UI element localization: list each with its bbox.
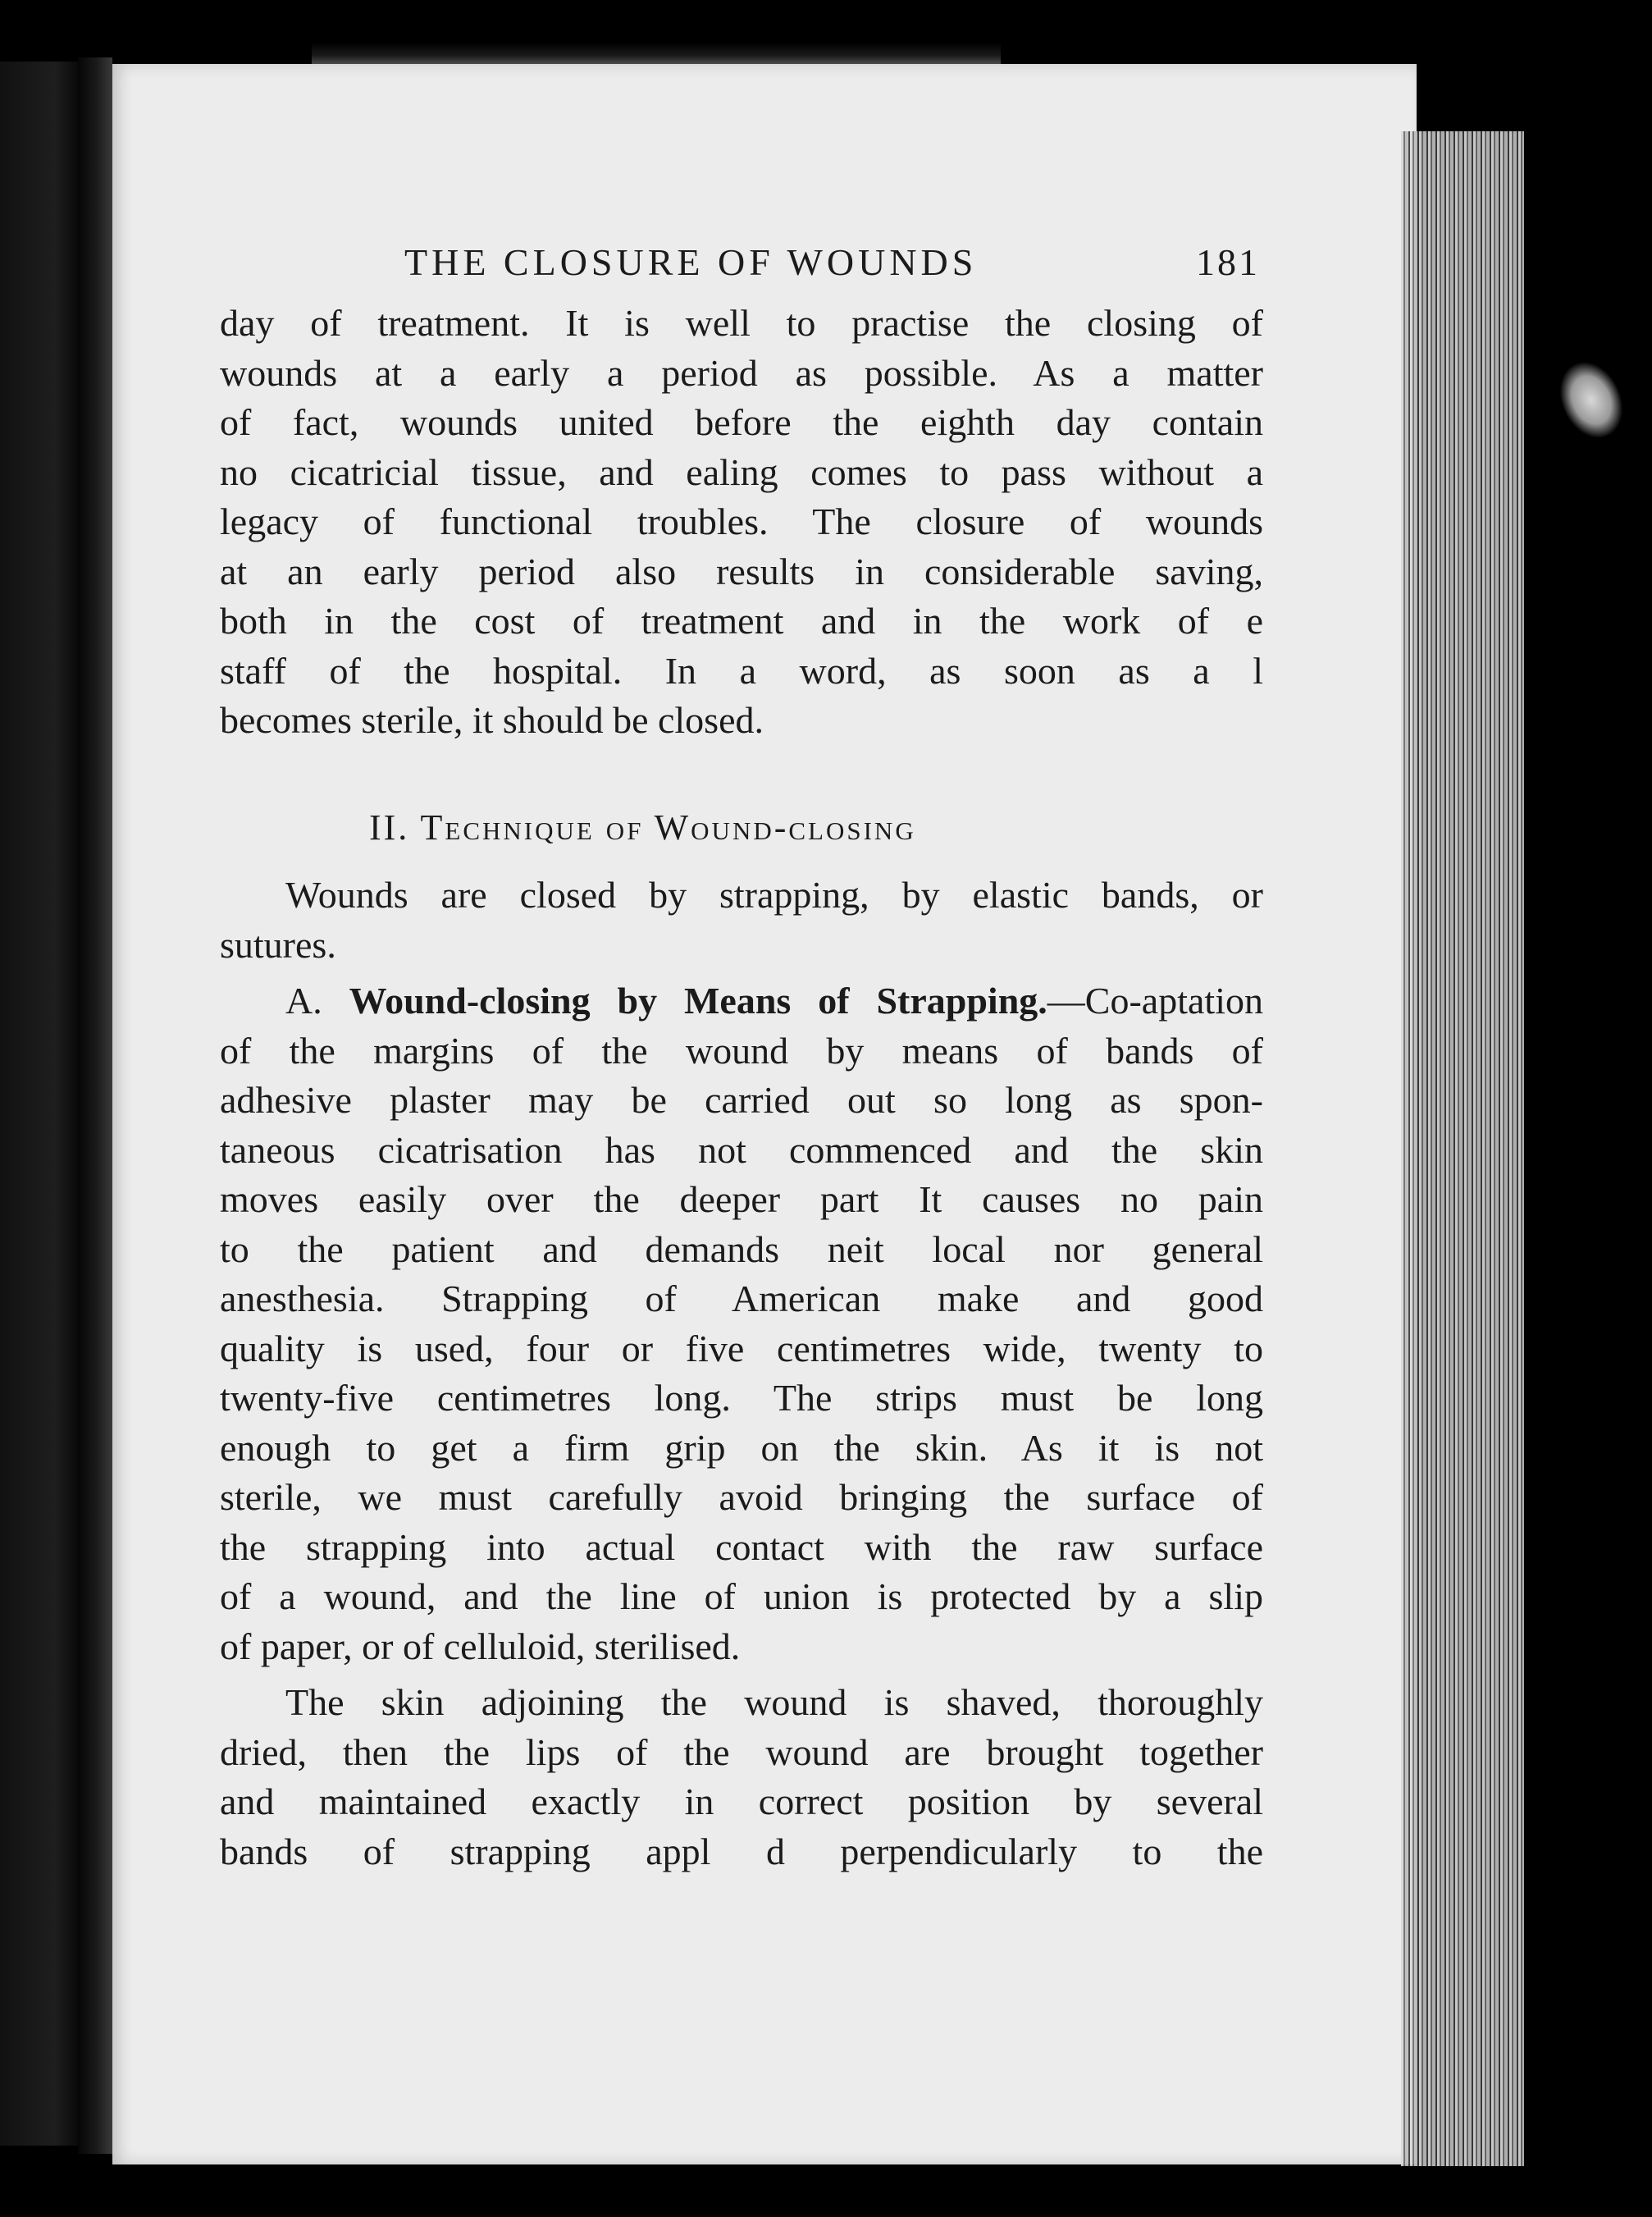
- text-line: day of treatment. It is well to practise the closing of: [220, 302, 1263, 344]
- text-line: and maintained exactly in correct position by several: [220, 1780, 1263, 1822]
- lead-continuation: —Co-aptation: [1047, 980, 1263, 1022]
- text-line: enough to get a firm grip on the skin. As it is not: [220, 1426, 1263, 1469]
- text-line: to the patient and demands neit local nor general: [220, 1227, 1263, 1270]
- text-line: anesthesia. Strapping of American make and good: [220, 1278, 1263, 1319]
- text-line: at an early period also results in considerable saving,: [220, 550, 1263, 592]
- book-gutter: [78, 57, 112, 2154]
- text-line: legacy of functional troubles. The closure of wounds: [220, 501, 1263, 542]
- paragraph-1: [220, 299, 1263, 746]
- text-line: the strapping into actual contact with the raw surface: [220, 1525, 1263, 1568]
- text-line: of paper, or of celluloid, sterilised.: [220, 1625, 741, 1667]
- text-line: quality is used, four or five centimetres wide, twenty to: [220, 1327, 1263, 1369]
- subsection-title: Wound-closing by Means of Strapping.: [349, 980, 1047, 1022]
- text-line: both in the cost of treatment and in the work of e: [220, 600, 1263, 642]
- text-line: of fact, wounds united before the eighth day contain: [220, 401, 1263, 443]
- section-heading: II. Technique of Wound-closing: [369, 807, 916, 848]
- text-line: moves easily over the deeper part It causes no pain: [220, 1178, 1263, 1220]
- text-line: taneous cicatrisation has not commenced and the skin: [220, 1128, 1263, 1171]
- text-line: sterile, we must carefully avoid bringing the surface of: [220, 1476, 1263, 1518]
- text-line: sutures.: [220, 923, 336, 966]
- text-line: no cicatricial tissue, and ealing comes to pass without a: [220, 450, 1263, 493]
- paragraph-3-lead-line: [220, 976, 1263, 1026]
- page-text-block: [220, 238, 1263, 1876]
- running-head: [220, 238, 1263, 287]
- text-line: becomes sterile, it should be closed.: [220, 699, 764, 741]
- running-head-title: THE CLOSURE OF WOUNDS: [404, 241, 978, 283]
- text-line: Wounds are closed by strapping, by elastic bands, or: [285, 874, 1263, 916]
- text-line: The skin adjoining the wound is shaved, thoroughly: [285, 1681, 1263, 1723]
- previous-page-edge: [0, 62, 78, 2146]
- text-line: dried, then the lips of the wound are brought together: [220, 1730, 1263, 1773]
- paragraph-2: [220, 871, 1263, 970]
- paragraph-4: [220, 1678, 1263, 1876]
- paragraph-3: [220, 976, 1263, 1671]
- text-line: wounds at a early a period as possible. As a matter: [220, 351, 1263, 394]
- section-letter: A.: [285, 980, 349, 1022]
- text-line: twenty-five centimetres long. The strips must be long: [220, 1377, 1263, 1419]
- text-line: adhesive plaster may be carried out so long as spon-: [220, 1079, 1263, 1121]
- top-page-edge: [312, 43, 1001, 64]
- page-stack-edge: [1401, 131, 1524, 2166]
- page-number: 181: [1196, 241, 1260, 283]
- text-line: bands of strapping appl d perpendicularly to the: [220, 1830, 1263, 1872]
- text-line: of the margins of the wound by means of bands of: [220, 1029, 1263, 1072]
- text-line: staff of the hospital. In a word, as soon as a l: [220, 649, 1263, 692]
- text-line: of a wound, and the line of union is protected by a slip: [220, 1575, 1263, 1617]
